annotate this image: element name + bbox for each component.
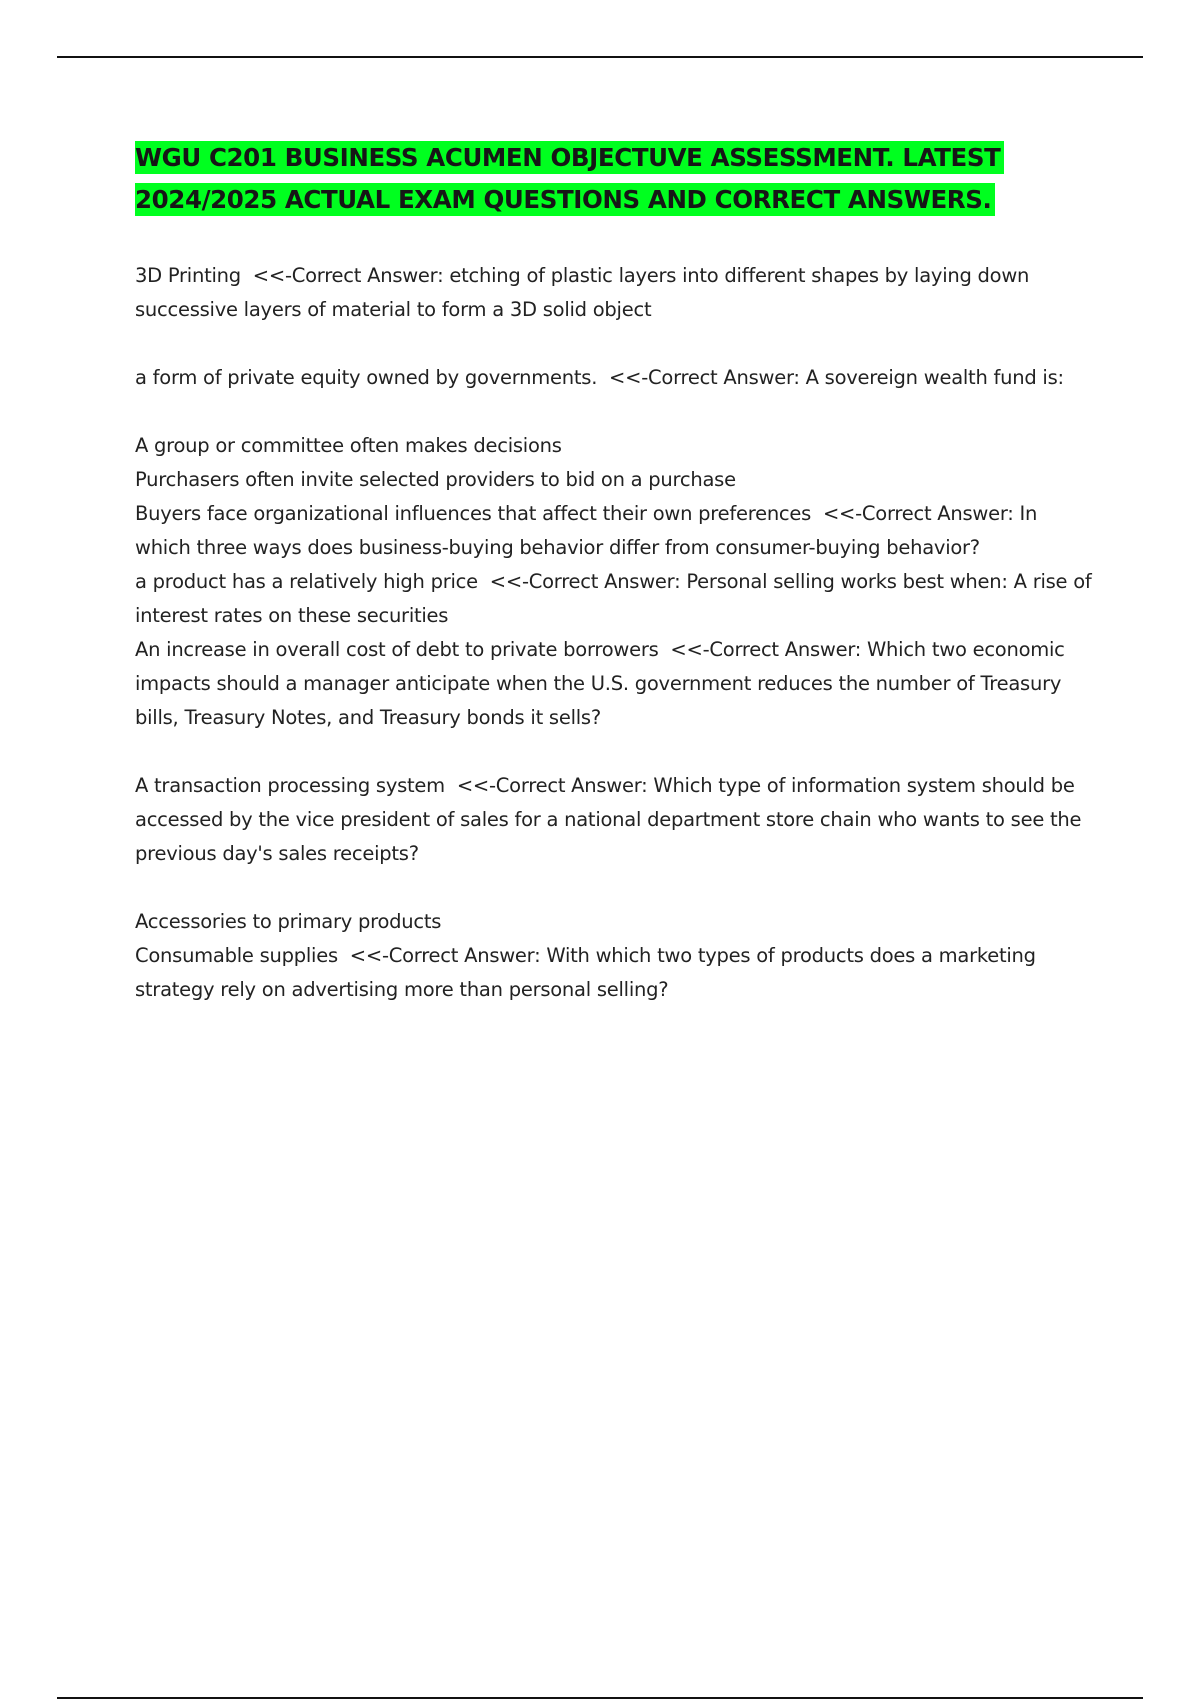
qa-separator: <<-Correct Answer: [337, 944, 547, 967]
qa-separator: <<-Correct Answer: [811, 502, 1020, 525]
qa-answer: Personal selling works best when: A rise of interest rates on these securities [135, 570, 1092, 627]
qa-option-line: Purchasers often invite selected providers to bid on a purchase [135, 468, 736, 491]
qa-answer: In which three ways does business-buying behavior differ from consumer-buying behavior? [135, 502, 1038, 559]
qa-term: 3D Printing [135, 264, 241, 287]
qa-term: A transaction processing system [135, 774, 445, 797]
qa-answer: With which two types of products does a marketing strategy rely on advertising more than personal selling? [135, 944, 1036, 1001]
qa-answer: A sovereign wealth fund is: [805, 366, 1064, 389]
qa-term: a product has a relatively high price [135, 570, 478, 593]
qa-answer: Which type of information system should be accessed by the vice president of sales for a national department store chain who wants to see the previous day's sales receipts? [135, 774, 1082, 865]
qa-entry [135, 769, 1095, 871]
qa-entry [135, 905, 1095, 1007]
qa-entry [135, 429, 1095, 565]
paragraph-gap [135, 871, 1095, 905]
qa-term: a form of private equity owned by governments. [135, 366, 598, 389]
paragraph-gap [135, 735, 1095, 769]
document-title [135, 137, 1035, 221]
qa-term: Buyers face organizational influences that affect their own preferences [135, 502, 812, 525]
qa-answer: Which two economic impacts should a manager anticipate when the U.S. government reduces the number of Treasury bills, Treasury Notes, and Treasury bonds it sells? [135, 638, 1065, 729]
qa-entry [135, 565, 1095, 633]
qa-separator: <<-Correct Answer: [444, 774, 654, 797]
qa-entry [135, 361, 1095, 395]
paragraph-gap [135, 395, 1095, 429]
qa-separator: <<-Correct Answer: [597, 366, 806, 389]
qa-option-line: Accessories to primary products [135, 910, 442, 933]
header-rule [57, 56, 1143, 58]
qa-separator: <<-Correct Answer: [240, 264, 450, 287]
title-highlight: WGU C201 BUSINESS ACUMEN OBJECTUVE ASSESSMENT. LATEST 2024/2025 ACTUAL EXAM QUESTIONS AND CORRECT ANSWERS. [135, 141, 1004, 216]
qa-answer: etching of plastic layers into different shapes by laying down successive layers of material to form a 3D solid object [135, 264, 1030, 321]
document-body [135, 137, 1095, 1007]
qa-separator: <<-Correct Answer: [658, 638, 868, 661]
qa-separator: <<-Correct Answer: [477, 570, 687, 593]
qa-option-line: A group or committee often makes decisions [135, 434, 562, 457]
paragraph-gap [135, 327, 1095, 361]
qa-term: An increase in overall cost of debt to private borrowers [135, 638, 659, 661]
qa-entry [135, 259, 1095, 327]
footer-rule [57, 1697, 1143, 1699]
qa-term: Consumable supplies [135, 944, 338, 967]
qa-entry [135, 633, 1095, 735]
